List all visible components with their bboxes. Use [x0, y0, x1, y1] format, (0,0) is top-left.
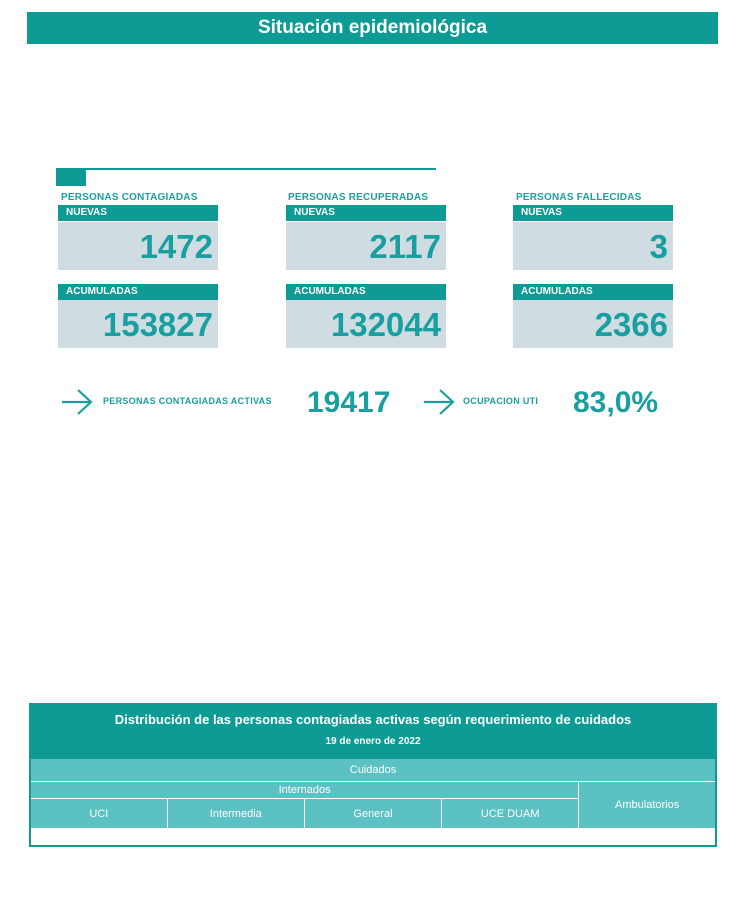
cuidados-header: Cuidados [30, 758, 716, 782]
recuperadas-nuevas-value: 2117 [286, 222, 446, 270]
recuperadas-acumuladas-value: 132044 [286, 300, 446, 348]
fallecidas-nuevas-value: 3 [513, 222, 673, 270]
uti-label: OCUPACION UTI [463, 396, 539, 406]
col-intermedia: Intermedia [167, 799, 304, 829]
table-row [30, 829, 716, 847]
contagiadas-nuevas-header: NUEVAS [58, 205, 218, 221]
group-title-contagiadas: PERSONAS CONTAGIADAS [61, 192, 198, 203]
col-general: General [304, 799, 441, 829]
table-date: 19 de enero de 2022 [325, 736, 421, 747]
col-uci: UCI [30, 799, 167, 829]
activas-value: 19417 [307, 386, 391, 419]
contagiadas-acumuladas-value: 153827 [58, 300, 218, 348]
table-header [29, 703, 717, 757]
value-ambulatorios: 19234 [579, 829, 716, 847]
recuperadas-nuevas-header: NUEVAS [286, 205, 446, 221]
arrow-right-icon [60, 388, 94, 416]
arrow-right-icon [422, 388, 456, 416]
group-title-recuperadas: PERSONAS RECUPERADAS [288, 192, 429, 203]
uti-value: 83,0% [573, 386, 659, 419]
table-title: Distribución de las personas contagiadas activas según requerimiento de cuidados [114, 712, 632, 727]
value-general: 117 [304, 829, 441, 847]
value-intermedia: 10 [167, 829, 304, 847]
recuperadas-acumuladas-header: ACUMULADAS [286, 284, 446, 300]
internados-header: Internados [30, 782, 579, 799]
fallecidas-nuevas-header: NUEVAS [513, 205, 673, 221]
ambulatorios-header: Ambulatorios [579, 782, 716, 829]
contagiadas-acumuladas-header: ACUMULADAS [58, 284, 218, 300]
section-marker [56, 168, 86, 186]
section-divider [56, 168, 436, 170]
distribution-table [29, 703, 717, 847]
fallecidas-acumuladas-header: ACUMULADAS [513, 284, 673, 300]
fallecidas-acumuladas-value: 2366 [513, 300, 673, 348]
activas-label: PERSONAS CONTAGIADAS ACTIVAS [103, 396, 272, 406]
value-uci: 56 [30, 829, 167, 847]
page-title: Situación epidemiológica [27, 12, 718, 44]
col-uce-duam: UCE DUAM [442, 799, 579, 829]
contagiadas-nuevas-value: 1472 [58, 222, 218, 270]
data-table [29, 757, 717, 847]
value-uce-duam: 0 [442, 829, 579, 847]
group-title-fallecidas: PERSONAS FALLECIDAS [516, 192, 642, 203]
